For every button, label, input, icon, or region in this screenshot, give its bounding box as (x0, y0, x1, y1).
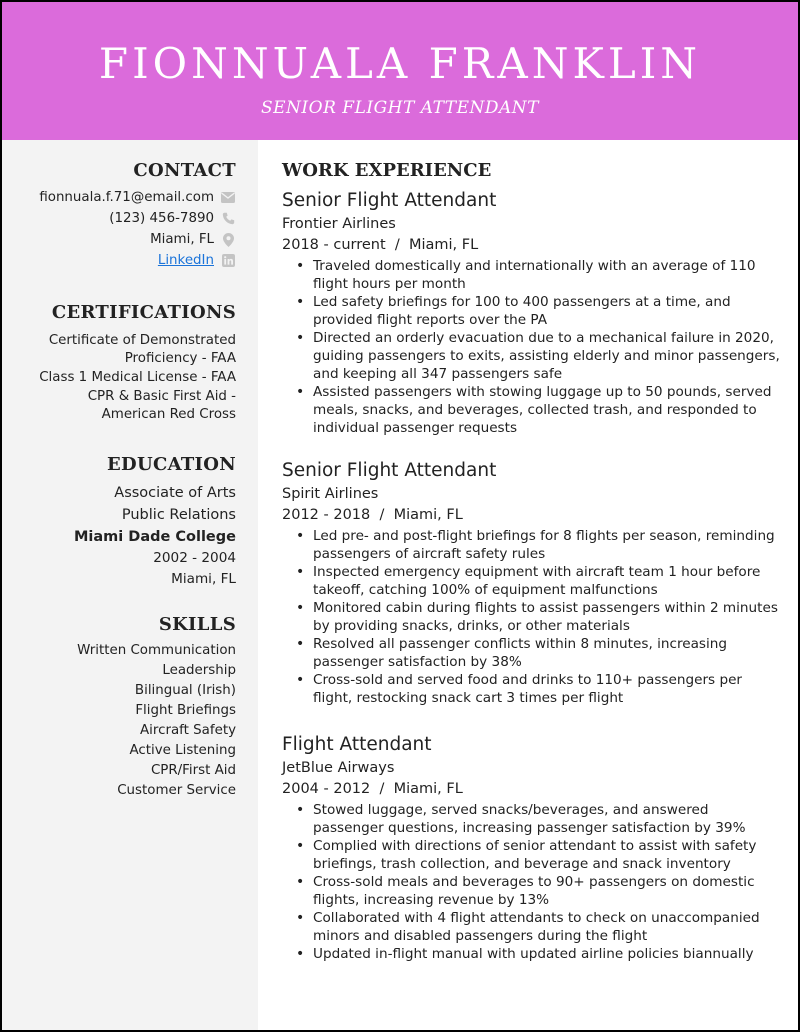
contact-location (2, 229, 236, 250)
location-text: Miami, FL (150, 232, 214, 247)
contact-phone (2, 208, 236, 229)
contact-email (2, 187, 236, 208)
job-company: Frontier Airlines (282, 216, 396, 232)
contact-list (2, 187, 236, 271)
skill-item: Aircraft Safety (140, 723, 236, 738)
education-heading: EDUCATION (107, 454, 236, 475)
certifications-heading: CERTIFICATIONS (51, 302, 236, 323)
envelope-icon (220, 191, 236, 205)
job-bullet: • Stowed luggage, served snacks/beverages, and answered passenger questions, increasing passenger satisfaction by 39% (282, 801, 782, 837)
skill-item: Leadership (162, 663, 236, 678)
email-text: fionnuala.f.71@email.com (39, 190, 214, 205)
certification-line: American Red Cross (101, 407, 236, 422)
education-years: 2002 - 2004 (153, 550, 236, 566)
skill-item: Active Listening (129, 743, 236, 758)
job-bullet: • Resolved all passenger conflicts within 8 minutes, increasing passenger satisfaction by 38% (282, 635, 782, 671)
certification-line: Class 1 Medical License - FAA (39, 370, 236, 385)
contact-linkedin (2, 250, 236, 271)
skill-item: CPR/First Aid (150, 763, 236, 778)
resume-header (2, 2, 798, 140)
contact-heading: CONTACT (133, 160, 236, 181)
certification-line: Certificate of Demonstrated (48, 333, 236, 348)
education-degree: Associate of Arts (114, 485, 236, 501)
job-bullet: • Led safety briefings for 100 to 400 passengers at a time, and provided flight reports over the PA (282, 293, 782, 329)
job-entry (282, 732, 782, 963)
phone-icon (220, 212, 236, 226)
skill-item: Customer Service (117, 783, 236, 798)
job-bullet: • Cross-sold meals and beverages to 90+ passengers on domestic flights, increasing revenue by 13% (282, 873, 782, 909)
map-pin-icon (220, 233, 236, 247)
education-block (2, 482, 236, 590)
job-bullet: • Cross-sold and served food and drinks to 110+ passengers per flight, restocking snack cart 3 times per flight (282, 671, 782, 707)
job-dates-location: 2004 - 2012 / Miami, FL (282, 781, 463, 797)
job-bullet: • Assisted passengers with stowing luggage up to 50 pounds, served meals, snacks, and beverages, collected trash, and responded to individual passenger requests (282, 383, 782, 437)
work-experience-heading: WORK EXPERIENCE (282, 160, 492, 181)
certification-line: CPR & Basic First Aid - (87, 389, 236, 404)
linkedin-link[interactable]: LinkedIn (157, 253, 214, 268)
job-dates-location: 2018 - current / Miami, FL (282, 237, 479, 253)
job-bullets (282, 257, 782, 437)
job-bullet: • Collaborated with 4 flight attendants to check on unaccompanied minors and disabled passengers during the flight (282, 909, 782, 945)
phone-text: (123) 456-7890 (109, 211, 214, 226)
education-major: Public Relations (121, 507, 236, 523)
job-entry (282, 188, 782, 437)
certification-line: Proficiency - FAA (124, 351, 236, 366)
education-location: Miami, FL (171, 571, 236, 587)
job-title: Senior Flight Attendant (282, 460, 497, 481)
candidate-name: FIONNUALA FRANKLIN (98, 39, 702, 88)
job-title: Senior Flight Attendant (282, 190, 497, 211)
certifications-list (2, 332, 236, 424)
job-entry (282, 458, 782, 707)
sidebar (2, 140, 258, 1030)
skills-heading: SKILLS (158, 614, 236, 635)
job-title: Flight Attendant (282, 734, 432, 755)
job-dates-location: 2012 - 2018 / Miami, FL (282, 507, 463, 523)
job-bullet: • Complied with directions of senior attendant to assist with safety briefings, trash collection, and beverage and snack inventory (282, 837, 782, 873)
education-school: Miami Dade College (74, 529, 236, 545)
job-bullet: • Monitored cabin during flights to assist passengers within 2 minutes by providing snacks, drinks, or other materials (282, 599, 782, 635)
job-bullets (282, 527, 782, 707)
job-bullet: • Traveled domestically and internationally with an average of 110 flight hours per month (282, 257, 782, 293)
job-bullet: • Led pre- and post-flight briefings for 8 flights per season, reminding passengers of aircraft safety rules (282, 527, 782, 563)
job-bullets (282, 801, 782, 963)
job-bullet: • Directed an orderly evacuation due to a mechanical failure in 2020, guiding passengers to exits, assisting elderly and minor passengers, and keeping all 347 passengers safe (282, 329, 782, 383)
skill-item: Bilingual (Irish) (134, 683, 236, 698)
candidate-title: SENIOR FLIGHT ATTENDANT (261, 98, 539, 118)
skill-item: Written Communication (77, 643, 236, 658)
job-bullet: • Inspected emergency equipment with aircraft team 1 hour before takeoff, catching 100% of equipment malfunctions (282, 563, 782, 599)
job-bullet: • Updated in-flight manual with updated airline policies biannually (282, 945, 782, 963)
linkedin-icon (220, 254, 236, 268)
skills-list (2, 641, 236, 801)
skill-item: Flight Briefings (135, 703, 236, 718)
job-company: Spirit Airlines (282, 486, 379, 502)
job-company: JetBlue Airways (282, 760, 395, 776)
